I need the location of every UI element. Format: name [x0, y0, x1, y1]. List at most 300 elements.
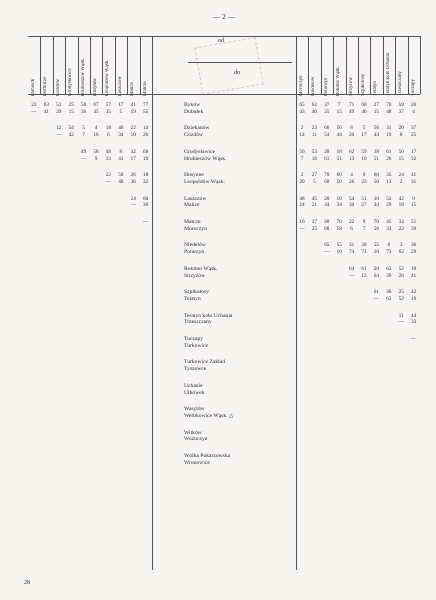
distance-cell: 59 [398, 102, 404, 108]
column-header-left: Laszczów [117, 76, 123, 96]
distance-cell: 11 [398, 312, 404, 319]
distance-cell: 77 [143, 102, 149, 108]
station-name: Strzyżów [184, 272, 206, 279]
distance-cell: 28 [398, 272, 404, 279]
distance-cell: 26 [130, 172, 136, 179]
station-name: Gozdów [184, 132, 203, 139]
station-name: Byków [184, 102, 201, 108]
distance-cell: 58 [93, 148, 99, 155]
station-name: Hrubieszów Wąsk. [184, 155, 227, 162]
distance-cell: 44 [373, 132, 379, 139]
distance-cell: 31 [349, 242, 355, 249]
distance-cell: 32 [130, 148, 136, 155]
to-label: do [234, 70, 240, 76]
column-header-left: Husynne [93, 78, 98, 96]
column-rule [370, 36, 371, 94]
station-name: Niedelów [184, 242, 206, 249]
distance-cell: 4 [412, 108, 415, 115]
distance-cell: 49 [81, 148, 87, 155]
distance-cell: 73 [386, 249, 392, 256]
distance-cell: 56 [299, 148, 305, 155]
station-name: Grodysławice [184, 148, 216, 155]
column-header-left: Dorhucze [43, 76, 49, 96]
distance-cell: 62 [311, 102, 317, 108]
distance-cell: 29 [386, 202, 392, 209]
distance-cell: 32 [143, 179, 149, 185]
distance-cell: 27 [311, 172, 317, 179]
distance-cell: 22 [31, 102, 37, 108]
distance-cell: 34 [336, 202, 342, 209]
column-header-left: Leopoldów Wąsk. [105, 59, 111, 96]
column-rule [102, 36, 103, 94]
distance-cell: 43 [299, 108, 305, 115]
od-do-divider [188, 62, 292, 63]
distance-cell: 34 [373, 202, 379, 209]
distance-cell: 21 [311, 202, 317, 209]
column-rule [140, 36, 141, 94]
distance-cell: 37 [398, 108, 404, 115]
distance-cell: 41 [130, 102, 136, 108]
distance-cell: — [105, 179, 111, 185]
document-page [18, 8, 430, 592]
distance-cell: 60 [324, 179, 330, 185]
column-rule [127, 36, 128, 94]
distance-cell: 22 [349, 219, 355, 225]
distance-cell: 8 [387, 242, 391, 249]
distance-cell: 52 [398, 265, 404, 272]
distance-cell: 37 [324, 102, 330, 108]
column-header-right: Trzeszczany [398, 71, 404, 96]
distance-cell: 53 [311, 148, 317, 155]
distance-cell: 8 [350, 125, 353, 132]
distance-cell: 32 [411, 155, 417, 162]
station-name: Turkowice [184, 342, 209, 349]
distance-cell: 45 [311, 195, 317, 202]
distance-cell: 54 [349, 195, 355, 202]
distance-cell: 36 [411, 242, 417, 249]
distance-cell: 24 [398, 172, 404, 179]
distance-cell: 65 [299, 102, 305, 108]
distance-cell: 56 [373, 125, 379, 132]
distance-cell: 18 [398, 202, 404, 209]
distance-cell: 4 [94, 125, 98, 132]
distance-cell: 20 [373, 265, 379, 272]
distance-cell: 41 [118, 155, 124, 162]
column-rule [40, 36, 41, 94]
distance-cell: 22 [398, 225, 404, 232]
column-header-left: Matcze [142, 81, 148, 96]
distance-cell: 40 [311, 108, 317, 115]
body-divider-left [152, 94, 153, 570]
distance-cell: 16 [299, 219, 305, 225]
station-name: Wólka Pukarzowska [184, 453, 231, 459]
distance-cell: 42 [411, 289, 417, 296]
column-header-right: Strzyżów [348, 77, 354, 96]
station-name: Wasylów [184, 406, 205, 413]
distance-cell: 48 [386, 108, 392, 115]
column-header-right: Tuczapy [410, 78, 416, 96]
station-name: Ulhówek [184, 389, 205, 396]
distance-cell: 41 [411, 272, 417, 279]
body-divider-right [296, 94, 297, 570]
distance-cell: 35 [386, 172, 392, 179]
distance-cell: 70 [336, 219, 342, 225]
column-rule [395, 36, 396, 94]
distance-cell: — [324, 249, 330, 256]
distance-cell: 27 [361, 202, 367, 209]
station-name: Dubułek [184, 108, 204, 115]
distance-cell: 19 [130, 108, 136, 115]
distance-cell: 39 [411, 225, 417, 232]
column-rule [78, 36, 79, 94]
distance-cell: 15 [398, 155, 404, 162]
distance-cell: — [349, 272, 355, 279]
distance-cell: 13 [349, 155, 355, 162]
distance-cell: 55 [336, 242, 342, 249]
station-name: Wożuczyn [184, 436, 208, 443]
station-name: Husynne [184, 172, 204, 179]
distance-cell: 18 [143, 172, 149, 179]
distance-cell: 19 [143, 155, 149, 162]
distance-cell: 23 [311, 125, 317, 132]
distance-cell: 28 [324, 148, 330, 155]
station-name: Rokitno Wąsk. [184, 265, 218, 272]
column-header-left: Hrubieszów Wąsk. [80, 58, 86, 96]
distance-cell: 14 [143, 125, 149, 132]
station-name: Wronowice [184, 459, 210, 466]
distance-cell: 54 [324, 132, 330, 139]
distance-cell: 13 [386, 179, 392, 185]
station-name: Malice [184, 202, 200, 209]
distance-cell: 22 [105, 172, 111, 179]
station-name: Turkowice Zakład [184, 359, 225, 366]
column-rule [90, 36, 91, 94]
distance-cell: 33 [386, 225, 392, 232]
distance-cell: 56 [336, 125, 342, 132]
distance-cell: 20 [324, 195, 330, 202]
distance-cell: 36 [143, 202, 149, 209]
distance-cell: 62 [398, 249, 404, 256]
distance-cell: 20 [299, 179, 305, 185]
distance-cell: 50 [336, 179, 342, 185]
distance-cell: 64 [373, 272, 379, 279]
column-rule [346, 36, 347, 94]
distance-cell: 2 [300, 172, 304, 179]
column-header-right: Niedelów [311, 76, 317, 96]
column-rule [358, 36, 359, 94]
distance-cell: 36 [81, 108, 87, 115]
distance-cell: 42 [68, 132, 74, 139]
distance-cell: 26 [386, 155, 392, 162]
distance-cell: 9 [94, 155, 98, 162]
distance-cell: 25 [68, 102, 74, 108]
station-name: Trzeszczany [184, 319, 212, 326]
distance-cell: 19 [386, 132, 392, 139]
distance-cell: 52 [398, 296, 404, 302]
distance-cell: 5 [119, 108, 123, 115]
distance-cell: 5 [82, 125, 85, 132]
distance-cell: 36 [130, 179, 136, 185]
column-rule [53, 36, 54, 94]
distance-cell: 19 [411, 296, 417, 302]
distance-cell: — [81, 155, 87, 162]
column-rule [420, 36, 421, 94]
distance-cell: 25 [311, 225, 317, 232]
distance-cell: 31 [411, 179, 417, 185]
station-name: Tuczapy [184, 336, 204, 342]
distance-cell: 5 [313, 179, 316, 185]
distance-cell: 7 [300, 155, 304, 162]
distance-cell: 70 [324, 172, 330, 179]
distance-cell: 18 [311, 155, 317, 162]
distance-cell: 36 [386, 289, 392, 296]
distance-cell: 71 [361, 249, 367, 256]
distance-cell: 18 [373, 148, 379, 155]
column-rule [333, 36, 334, 94]
distance-cell: 30 [349, 202, 355, 209]
distance-cell: 6 [107, 132, 110, 139]
distance-cell: 17 [130, 155, 136, 162]
distance-cell: 10 [130, 132, 136, 139]
distance-cell: 33 [411, 319, 417, 326]
distance-cell: 41 [43, 108, 49, 115]
distance-cell: 41 [411, 172, 417, 179]
distance-cell: 44 [411, 312, 417, 319]
distance-cell: 18 [105, 125, 111, 132]
distance-cell: 17 [411, 148, 417, 155]
distance-cell: 2 [399, 179, 403, 185]
distance-cell: 34 [398, 219, 404, 225]
distance-cell: 61 [361, 265, 367, 272]
column-rule [152, 36, 153, 94]
distance-cell: 45 [93, 108, 99, 115]
column-rule [321, 36, 322, 94]
distance-cell: 16 [93, 132, 99, 139]
distance-cell: 25 [324, 108, 330, 115]
column-header-right: Szpikołosy [361, 73, 366, 96]
distance-cell: 45 [386, 219, 392, 225]
station-name: Telatyn [184, 296, 201, 302]
distance-cell: 29 [56, 108, 62, 115]
distance-cell: 74 [349, 249, 355, 256]
distance-cell: 27 [373, 102, 379, 108]
distance-cell: 53 [386, 195, 392, 202]
distance-cell: 24 [130, 195, 136, 202]
station-name: Moroczyn [184, 225, 207, 232]
station-name: Szpikołosy [184, 289, 209, 296]
column-rule [308, 36, 309, 94]
distance-cell: 46 [361, 108, 367, 115]
distance-cell: 15 [411, 202, 417, 209]
column-header-right: Teratyn koło Uchania [385, 52, 391, 96]
distance-cell: 17 [361, 132, 367, 139]
distance-cell: 60 [143, 195, 149, 202]
folio-number: 28 [24, 580, 30, 586]
distance-cell: 26 [411, 102, 417, 108]
column-header-left: Dubuick [31, 78, 36, 96]
distance-cell: 25 [398, 289, 404, 296]
distance-cell: 6 [350, 225, 353, 232]
distance-cell: 51 [336, 155, 342, 162]
distance-cell: 58 [373, 225, 379, 232]
distance-cell: 17 [118, 102, 124, 108]
distance-cell: 25 [411, 132, 417, 139]
distance-cell: 37 [311, 219, 317, 225]
distance-cell: 44 [324, 202, 330, 209]
distance-cell: 63 [386, 296, 392, 302]
distance-cell: 22 [130, 125, 136, 132]
distance-cell: 18 [336, 148, 342, 155]
distance-cell: 58 [336, 225, 342, 232]
station-name: Werbkowice Wąsk. △ [184, 413, 234, 419]
distance-cell: 40 [118, 179, 124, 185]
distance-cell: 66 [324, 125, 330, 132]
column-header-right: Poturzyn [323, 77, 329, 96]
distance-cell: 10 [361, 155, 367, 162]
distance-cell: 63 [386, 265, 392, 272]
distance-cell: 51 [411, 219, 417, 225]
distance-cell: 67 [93, 102, 99, 108]
distance-cell: 60 [373, 172, 379, 179]
column-header-left: Grodysławice [68, 68, 74, 96]
station-name: Laszczów [184, 195, 207, 202]
distance-cell: 48 [105, 148, 111, 155]
column-header-right: Rokitno Wąsk. [336, 66, 342, 96]
distance-cell: 31 [386, 125, 392, 132]
station-name: Witków [184, 429, 202, 436]
station-name: Uchanie [184, 382, 203, 389]
distance-cell: 13 [105, 155, 111, 162]
distance-cell: 51 [56, 102, 62, 108]
distance-cell: 28 [361, 242, 367, 249]
distance-cell: — [31, 108, 37, 115]
distance-cell: 10 [373, 195, 379, 202]
distance-cell: 5 [362, 125, 366, 132]
station-name: Teratyn koło Uchania [184, 312, 233, 319]
distance-cell: 10 [336, 195, 342, 202]
distance-cell: 42 [398, 195, 404, 202]
distance-cell: 34 [118, 132, 124, 139]
distance-cell: 29 [411, 249, 417, 256]
distance-cell: 15 [336, 108, 342, 115]
distance-cell: 13 [361, 272, 367, 279]
column-rule [115, 36, 116, 94]
faint-stamp [194, 37, 263, 95]
distance-cell: 50 [373, 179, 379, 185]
distance-cell: 4 [350, 172, 353, 179]
distance-cell: 64 [349, 265, 355, 272]
distance-cell: 20 [398, 125, 404, 132]
distance-cell: 11 [311, 132, 317, 139]
distance-cell: 70 [386, 102, 392, 108]
distance-cell: 63 [43, 102, 49, 108]
station-name: Tyszowce [184, 366, 207, 373]
station-name: Poturzyn [184, 249, 205, 256]
distance-cell: 35 [105, 108, 111, 115]
distance-cell: 61 [386, 148, 392, 155]
distance-cell: 51 [373, 155, 379, 162]
distance-cell: 61 [324, 155, 330, 162]
distance-cell: 61 [373, 289, 379, 296]
page-number: — 2 — [212, 12, 236, 21]
distance-cell: 48 [299, 195, 305, 202]
distance-cell: 9 [412, 195, 415, 202]
distance-cell: — [398, 319, 404, 326]
distance-cell: 49 [349, 108, 355, 115]
distance-cell: 3 [399, 242, 403, 249]
distance-cell: 46 [118, 125, 124, 132]
column-header-left: Malice [130, 82, 136, 96]
distance-cell: 10 [373, 249, 379, 256]
distance-cell: 15 [373, 108, 379, 115]
distance-cell: 14 [299, 132, 305, 139]
distance-cell: 80 [324, 219, 330, 225]
distance-cell: 57 [105, 102, 111, 108]
column-header-right: Telatyn [373, 81, 379, 96]
column-header-right: Moroczyn [299, 75, 304, 96]
distance-cell: — [411, 336, 417, 342]
distance-cell: 68 [143, 148, 149, 155]
distance-cell: — [130, 202, 136, 209]
distance-cell: 68 [324, 225, 330, 232]
distance-cell: 2 [300, 125, 304, 132]
distance-cell: 54 [68, 125, 74, 132]
distance-cell: 39 [386, 272, 392, 279]
distance-cell: 58 [81, 102, 87, 108]
column-rule [383, 36, 384, 94]
distance-cell: — [143, 219, 149, 225]
column-rule [408, 36, 409, 94]
distance-cell: 10 [336, 249, 342, 256]
distance-cell: 50 [398, 148, 404, 155]
distance-cell: 68 [361, 102, 367, 108]
distance-cell: 55 [143, 108, 149, 115]
distance-cell: 26 [143, 132, 149, 139]
distance-cell: 44 [336, 132, 342, 139]
distance-cell: 26 [349, 179, 355, 185]
distance-cell: 9 [362, 172, 366, 179]
distance-cell: — [299, 225, 305, 232]
distance-cell: 70 [373, 219, 379, 225]
distance-cell: 20 [349, 132, 355, 139]
station-name: Matcze [184, 219, 201, 225]
distance-table [28, 36, 420, 588]
column-rule [296, 36, 297, 94]
distance-cell: 7 [337, 102, 341, 108]
column-header-left: Gozdów [55, 79, 61, 96]
distance-cell: 23 [361, 179, 367, 185]
distance-cell: 19 [411, 265, 417, 272]
distance-cell: 8 [399, 132, 403, 139]
distance-cell: 65 [324, 242, 330, 249]
distance-cell: 12 [56, 125, 62, 132]
distance-cell: 55 [373, 242, 379, 249]
distance-cell: 50 [118, 172, 124, 179]
station-name: Leopoldów Wąsk. [184, 179, 225, 185]
distance-cell: — [56, 132, 62, 139]
distance-cell: 8 [119, 148, 123, 155]
distance-cell: 71 [349, 102, 355, 108]
distance-cell: 7 [82, 132, 85, 139]
column-rule [65, 36, 66, 94]
distance-cell: 59 [361, 148, 367, 155]
distance-cell: 7 [362, 225, 366, 232]
distance-cell: 37 [411, 125, 417, 132]
from-label: od [218, 38, 224, 44]
distance-cell: 24 [299, 202, 305, 209]
distance-cell: 9 [362, 219, 366, 225]
distance-cell: — [373, 296, 379, 302]
